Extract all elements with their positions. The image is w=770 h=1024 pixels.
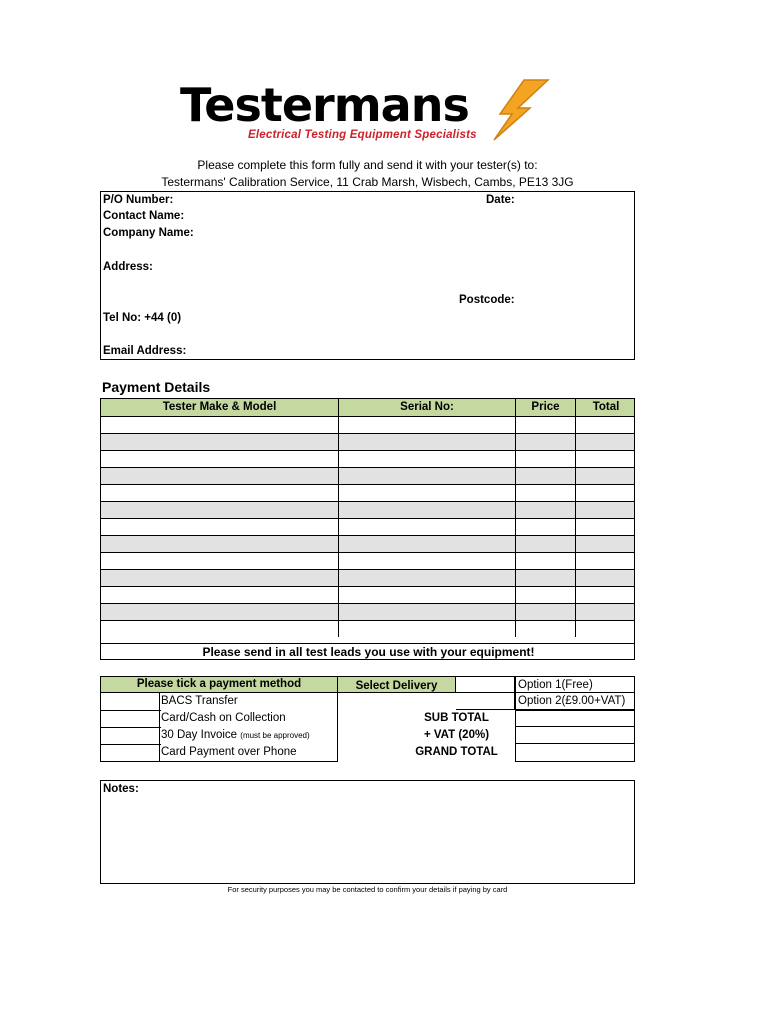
test-leads-notice: Please send in all test leads you use with your equipment! [101,643,635,660]
grand-total-field[interactable] [515,744,635,762]
make-model-cell[interactable] [101,468,339,484]
price-cell[interactable] [516,570,576,586]
lightning-bolt-icon [490,78,550,142]
intro-line-1: Please complete this form fully and send it with your tester(s) to: [197,158,538,172]
total-cell[interactable] [576,451,635,467]
table-row [101,467,635,484]
payment-tickbox-column [100,693,160,762]
total-cell[interactable] [576,553,635,569]
table-row [101,620,635,637]
price-cell[interactable] [516,587,576,603]
vat-label: + VAT (20%) [423,729,490,741]
serial-cell[interactable] [339,536,516,552]
make-model-cell[interactable] [101,451,339,467]
total-cell[interactable] [576,485,635,501]
serial-cell[interactable] [339,485,516,501]
table-row [101,603,635,620]
make-model-cell[interactable] [101,604,339,620]
select-delivery-header: Select Delivery [338,676,456,693]
column-header-serial: Serial No: [339,399,516,416]
table-row [101,450,635,467]
company-logo-name: Testermans [180,78,469,132]
serial-cell[interactable] [339,604,516,620]
make-model-cell[interactable] [101,536,339,552]
price-cell[interactable] [516,536,576,552]
price-cell[interactable] [516,553,576,569]
date-label: Date: [486,194,515,206]
column-header-price: Price [516,399,576,416]
table-row [101,484,635,501]
delivery-option1-label: Option 1(Free) [515,676,635,693]
make-model-cell[interactable] [101,417,339,433]
price-cell[interactable] [516,451,576,467]
serial-cell[interactable] [339,434,516,450]
make-model-cell[interactable] [101,587,339,603]
notes-label: Notes: [103,783,139,795]
delivery-option2-tickbox[interactable] [456,693,515,710]
payment-options-labels [160,693,338,762]
make-model-cell[interactable] [101,519,339,535]
table-row [101,535,635,552]
price-cell[interactable] [516,468,576,484]
make-model-cell[interactable] [101,621,339,637]
price-cell[interactable] [516,485,576,501]
table-row [101,569,635,586]
price-cell[interactable] [516,434,576,450]
security-footer-note: For security purposes you may be contacted to confirm your details if paying by card [227,885,508,894]
price-cell[interactable] [516,502,576,518]
table-row [101,433,635,450]
email-label: Email Address: [103,345,187,357]
items-table [100,398,635,660]
price-cell[interactable] [516,604,576,620]
payment-option-bacs: BACS Transfer [161,695,238,707]
price-cell[interactable] [516,417,576,433]
serial-cell[interactable] [339,621,516,637]
total-cell[interactable] [576,519,635,535]
table-row [101,552,635,569]
serial-cell[interactable] [339,451,516,467]
payment-option-card-phone: Card Payment over Phone [161,746,297,758]
serial-cell[interactable] [339,502,516,518]
total-cell[interactable] [576,417,635,433]
make-model-cell[interactable] [101,570,339,586]
price-cell[interactable] [516,519,576,535]
company-name-label: Company Name: [103,227,194,239]
column-header-make-model: Tester Make & Model [101,399,339,416]
make-model-cell[interactable] [101,434,339,450]
postcode-label: Postcode: [459,294,515,306]
total-cell[interactable] [576,621,635,637]
tickbox-invoice[interactable] [101,727,161,744]
serial-cell[interactable] [339,417,516,433]
price-cell[interactable] [516,621,576,637]
contact-name-label: Contact Name: [103,210,185,222]
serial-cell[interactable] [339,553,516,569]
total-cell[interactable] [576,587,635,603]
delivery-option1-tickbox[interactable] [456,676,515,693]
serial-cell[interactable] [339,587,516,603]
items-table-header [101,399,635,416]
address-label: Address: [103,261,153,273]
serial-cell[interactable] [339,570,516,586]
subtotal-field[interactable] [515,710,635,727]
table-row [101,501,635,518]
payment-details-title: Payment Details [102,379,211,395]
serial-cell[interactable] [339,468,516,484]
make-model-cell[interactable] [101,485,339,501]
make-model-cell[interactable] [101,502,339,518]
total-cell[interactable] [576,468,635,484]
total-cell[interactable] [576,604,635,620]
table-row [101,518,635,535]
tel-label: Tel No: +44 (0) [103,312,182,324]
payment-option-invoice: 30 Day Invoice (must be approved) [161,729,310,741]
contact-details-box [100,191,635,360]
invoice-approval-note: (must be approved) [240,731,310,740]
delivery-option2-label: Option 2(£9.00+VAT) [515,693,635,710]
payment-method-section [100,676,635,762]
tickbox-card-phone[interactable] [101,744,161,762]
payment-method-header: Please tick a payment method [100,676,338,693]
table-row [101,416,635,433]
company-logo-tagline: Electrical Testing Equipment Specialists [248,129,477,141]
tickbox-card-cash[interactable] [101,710,161,727]
tickbox-bacs[interactable] [101,693,161,710]
serial-cell[interactable] [339,519,516,535]
payment-option-card-cash: Card/Cash on Collection [161,712,286,724]
make-model-cell[interactable] [101,553,339,569]
total-cell[interactable] [576,570,635,586]
po-number-label: P/O Number: [103,194,174,206]
total-cell[interactable] [576,536,635,552]
intro-line-2: Testermans' Calibration Service, 11 Crab Marsh, Wisbech, Cambs, PE13 3JG [161,175,574,189]
vat-field[interactable] [515,727,635,744]
table-row [101,586,635,603]
notes-box[interactable] [100,780,635,884]
total-cell[interactable] [576,434,635,450]
grand-total-label: GRAND TOTAL [415,746,498,758]
total-cell[interactable] [576,502,635,518]
column-header-total: Total [592,401,620,413]
subtotal-label: SUB TOTAL [424,712,489,724]
